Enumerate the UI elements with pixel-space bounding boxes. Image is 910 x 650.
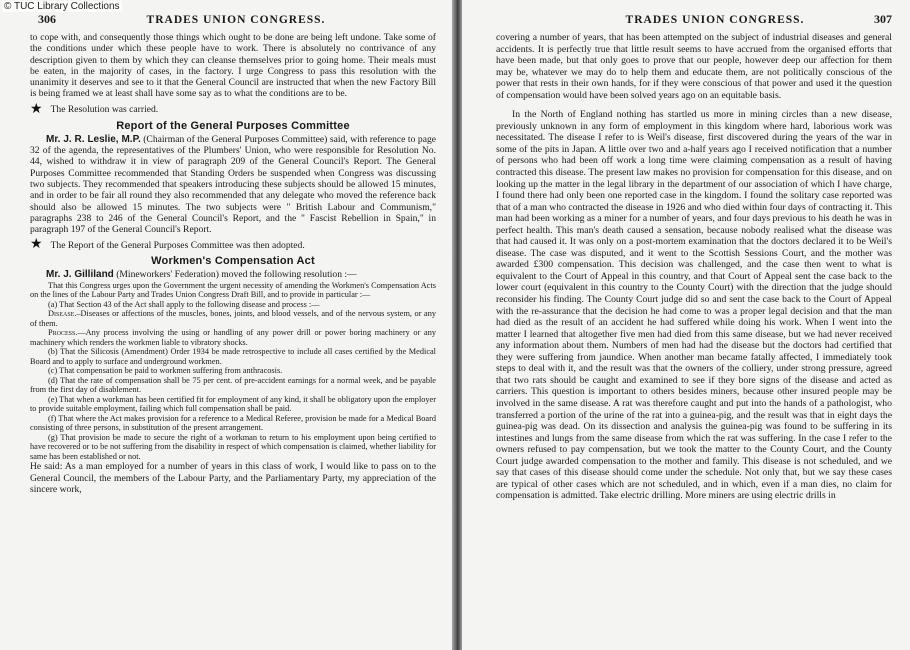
resolution-item-b: (b) That the Silicosis (Amendment) Order 1934 be made retrospective to include all cases certified by the Medical Board and to apply to surface and underground workmen. [30,347,436,366]
gpc-paragraph [30,134,436,236]
disease-label: Disease. [48,309,77,319]
star-icon: ★ [30,101,43,117]
resolution-preamble: That this Congress urges upon the Government the urgent necessity of amending the Workmen's Compensation Acts on the lines of the Labour Party and Trades Union Congress Draft Bill, and to provide in particular :— [30,280,436,300]
left-page [0,0,452,650]
resolution-item-f: (f) That where the Act makes provision for a reference to a Medical Referee, provision be made for a Medical Board consisting of three persons, in substitution of the present arrangement. [30,413,436,433]
carried-line-1 [30,101,436,117]
resolution-block [30,281,436,462]
opening-paragraph: to cope with, and consequently those things which ought to be done are being left undone. Take some of the conditions under which these people have to work. There is absolutely no contrivance of any description given to them by which they can cleanse themselves prior to going home. Their meals must be eaten, in the majority of cases, in the factory. I urge Congress to pass this resolution with the unanimity it deserves and see to it that the General Council are instructed that when the new Factory Bill is being framed we at least shall have some say as to what the conditions are to be. [30,32,436,100]
gpc-speaker: Mr. J. R. Leslie, M.P. [46,133,141,145]
left-page-number: 306 [38,12,56,26]
wca-speaker: Mr. J. Gilliland [46,269,114,281]
carried-line-2 [30,239,436,251]
right-paragraph-2: In the North of England nothing has startled us more in mining circles than a new disease, previously unknown in any form of employment in this kingdom where hard, laborious work was necessitated. The disease I refer to is Weil's disease, first discovered during the years of the war in some of the pits in Japan. A little over two and a-half years ago I received notification that a number of persons who had been off work a long time were claiming compensation as a result of having contracted this disease. The present law makes no provision for compensation for this disease, and on looking up the matter in the legal library in the department of our association of which I have charge, I found there had only been one reported case in the kingdom. I found the solitary case reported was that of a man who contracted the disease in 1926 and who died within four days of contracting it. This man had been working as a miner for a number of years, and four days previous to his death he was in perfect health. This man's death caused a sensation, because nobody realised what the disease was that had caused it. It was only on a post-mortem examination that the doctors declared it to be Weil's disease. The case was disputed, and it went to the Scottish Sessions Court, and the mother was awarded £300 compensation. This decision was challenged, and the case then went to what is equivalent to the Court of Appeal in this country, and that Court of Appeal sent the case back to the lower court (equivalent in this country to the County Court) with the direction that the judge should reconsider his finding. The County Court judge did so and sent the case back to the Court of Appeal with the re-assurance that the decision he had come to was a proper legal decision and that the man had died as the result of an accident he had suffered while doing his work. When I went into the matter I learned that altogether five men had died from this same disease, but we had never received any information about them. Numbers of men had had the disease but the doctors had certified that they were suffering from jaundice. When another man became fatally affected, I immediately took steps to deal with it, and the result was that the owners of the colliery, under strong pressure, agreed that two rats should be caught and examined to see if they bore signs of the disease and acted as carriers. This question is important to others besides miners, because other insured people may be involved in the same disease. A rat was therefore caught and put into the hands of a pathologist, who transferred a portion of the urine of the rat into a guinea-pig, and the result was that in eight days the guinea-pig was dead. On its dissection and analysis the guinea-pig was found to be suffering in its intestines and lungs from the same disease from which the rat was suffering. In the case I refer to the owners refused to pay compensation, but we took the matter to the County Court, and the County Court judge awarded compensation to the mother and family. This disease is not scheduled, and we say that cases of this disease should come under the schedule. Not only that, but we say these cases are typical of other cases which are not scheduled, and in which, even if a man dies, no claim for compensation is admitted. Take electric drilling. More miners are using electric drills in [496,109,892,502]
process-label: Process. [48,328,78,338]
wca-intro-text: (Mineworkers' Federation) moved the following resolution :— [113,269,357,281]
right-page [462,0,910,650]
process-text: —Any process involving the using or handling of any power drill or power boring machinery or any machinery which renders the workmen liable to vibratory shocks. [30,328,436,347]
resolution-item-g: (g) That provision be made to secure the right of a workman to return to his employment upon being certified to have recovered or to be not suffering from the disability in respect of which compensation is claimed, whether liability for same has been established or not. [30,432,436,461]
resolution-item-c: (c) That compensation be paid to workmen suffering from anthracosis. [48,366,283,376]
disease-text: –Diseases or affections of the muscles, bones, joints, and blood vessels, and of the nervous system, or any of them. [30,309,436,328]
carried-text-1: The Resolution was carried. [50,104,159,116]
right-body [496,32,892,502]
right-running-head [496,0,892,26]
right-page-number: 307 [873,12,892,26]
right-paragraph-1: covering a number of years, that has been attempted on the subject of industrial diseases and general accidents. It is perfectly true that little result seems to have accrued from the organised efforts that have been made, but that only goes to prove that our people, however deep our affection for them may be, whatever we may do to help them and educate them, are not politically conscious of the power that rests in their own hands, for if they were conscious of that power and used it the question of compensation would have been solved years ago on an equitable basis. [496,32,892,101]
star-icon: ★ [30,237,43,253]
closing-paragraph: He said: As a man employed for a number of years in this class of work, I would like to pass on to the General Council, the members of the Labour Party, and the Parliamentary Party, my appreciation of the sincere work, [30,461,436,495]
gpc-heading: Report of the General Purposes Committee [116,119,350,132]
resolution-item-e: (e) That when a workman has been certified fit for employment of any kind, it shall be obligatory upon the employer to provide suitable employment, failing which full compensation shall be paid. [30,394,436,414]
right-running-title: TRADES UNION CONGRESS. [625,14,805,26]
carried-text-2: The Report of the General Purposes Committee was then adopted. [50,239,305,251]
resolution-disease [30,309,436,328]
resolution-item-d: (d) That the rate of compensation shall be 75 per cent. of pre-accident earnings for a normal week, and be payable from the first day of disablement. [30,375,436,395]
book-gutter [452,0,462,650]
left-running-title: TRADES UNION CONGRESS. [146,14,326,26]
left-body [30,32,436,495]
wca-intro-paragraph [30,269,436,280]
resolution-item-a: (a) That Section 43 of the Act shall apply to the following disease and process :— [48,299,320,309]
wca-heading: Workmen's Compensation Act [151,255,315,268]
gpc-text: (Chairman of the General Purposes Committee) said, with reference to page 32 of the agenda, the representatives of the Plumbers' Union, who were responsible for Resolution No. 44, wished to withdraw it in view of paragraph 209 of the General Council's Report. The General Purposes Committee recommended that Standing Orders be suspended when Congress was discussing two subjects. They recommended that speakers introducing these subjects should be allowed 15 minutes, and in order to be fair all round they also recommended that any delegate who moved the reference back should also be allowed 15 minutes. The two subjects were " British Labour and Communism," paragraphs 238 to 246 of the General Council's Report, and the " Fascist Rebellion in Spain," in paragraph 197 of the General Council's Report. [30,133,437,236]
collection-watermark: © TUC Library Collections [4,1,120,12]
resolution-process [30,328,436,347]
